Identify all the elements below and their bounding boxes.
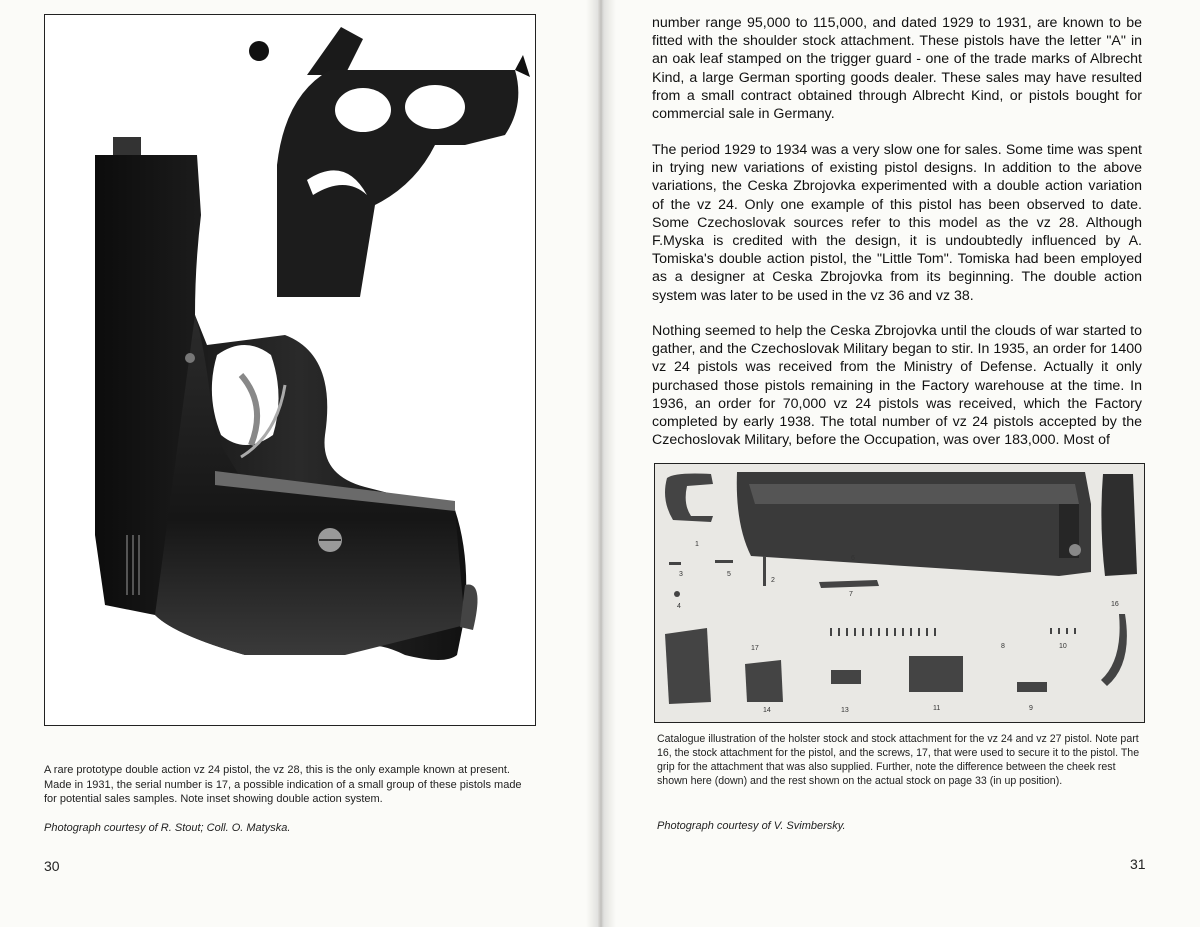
part-label: 11 [933, 705, 941, 712]
part-label: 8 [1001, 643, 1005, 650]
right-illustration-caption: Catalogue illustration of the holster stock and stock attachment for the vz 24 and vz 27 pistol. Note part 16, the stock attachment for the pistol, and the screws, 17, that were used to secure it to the pistol. The grip for the attachment that was also supplied. Further, note the difference between the cheek rest shown here (down) and the rest shown on the actual stock on page 33 (in up position). [657, 733, 1140, 787]
part-label: 14 [763, 707, 771, 714]
double-action-inset [249, 27, 530, 297]
part-label: 7 [849, 591, 853, 598]
left-photo-credit: Photograph courtesy of R. Stout; Coll. O. Matyska. [44, 822, 291, 834]
left-photo-caption: A rare prototype double action vz 24 pistol, the vz 28, this is the only example known at present. Made in 1931, the serial number is 17, a possible indication of a small group of these pistols made for potential sales samples. Note inset showing double action system. [44, 764, 522, 805]
catalogue-illustration [654, 463, 1145, 723]
pistol-photograph [44, 14, 536, 726]
part-label: 9 [1029, 705, 1033, 712]
screw-set [831, 628, 1075, 636]
part-label: 17 [751, 645, 759, 652]
right-photo-credit: Photograph courtesy of V. Svimbersky. [657, 820, 846, 832]
part-label: 2 [771, 577, 775, 584]
part-label: 10 [1059, 643, 1067, 650]
holster-stock [665, 472, 1137, 576]
part-label: 1 [695, 541, 699, 548]
vz28-pistol-image [45, 15, 535, 725]
part-label: 4 [677, 603, 681, 610]
part-label: 13 [841, 707, 849, 714]
page-number-right: 31 [1130, 856, 1146, 872]
part-label: 16 [1111, 601, 1119, 608]
holster-stock-parts-image [655, 464, 1144, 722]
part-label: 3 [679, 571, 683, 578]
part-label: 5 [727, 571, 731, 578]
part-label: 6 [851, 555, 855, 562]
body-paragraph-1: number range 95,000 to 115,000, and dated 1929 to 1931, are known to be fitted with the shoulder stock attachment. These pistols have the letter "A" in an oak leaf stamped on the trigger guard - one of the trade marks of Albrecht Kind, a large German sporting goods dealer. These sales may have resulted from a small contract obtained through Albrecht Kind, or pistols bought for commercial sale in Germany. [652, 15, 1142, 123]
page-number-left: 30 [44, 858, 60, 874]
body-paragraph-3: Nothing seemed to help the Ceska Zbrojovka until the clouds of war started to gather, and the Czechoslovak Military began to stir. In 1935, an order for 1400 vz 24 pistols was received from the Ministry of Defense. Actually it only purchased those pistols remaining in the Factory warehouse at the time. In 1936, an order for 70,000 vz 24 pistols was received, which the Factory completed by early 1938. The total number of vz 24 pistols accepted by the Czechoslovak Military, before the Occupation, was over 183,000. Most of [652, 323, 1142, 449]
book-gutter [586, 0, 616, 927]
left-page [0, 0, 598, 927]
body-paragraph-2: The period 1929 to 1934 was a very slow one for sales. Some time was spent in trying new variations of existing pistol designs. In addition to the above variations, the Ceska Zbrojovka experimented with a double action variation of the vz 24. Only one example of this pistol has been observed to date. Some Czechoslovak sources refer to this model as the vz 28. Although F.Myska is credited with the design, it is undoubtedly influenced by A. Tomiska's double action pistol, the "Little Tom". Tomiska had been employed as a designer at Ceska Zbrojovka from its beginning. The double action system was later to be used in the vz 36 and vz 38. [652, 142, 1142, 304]
